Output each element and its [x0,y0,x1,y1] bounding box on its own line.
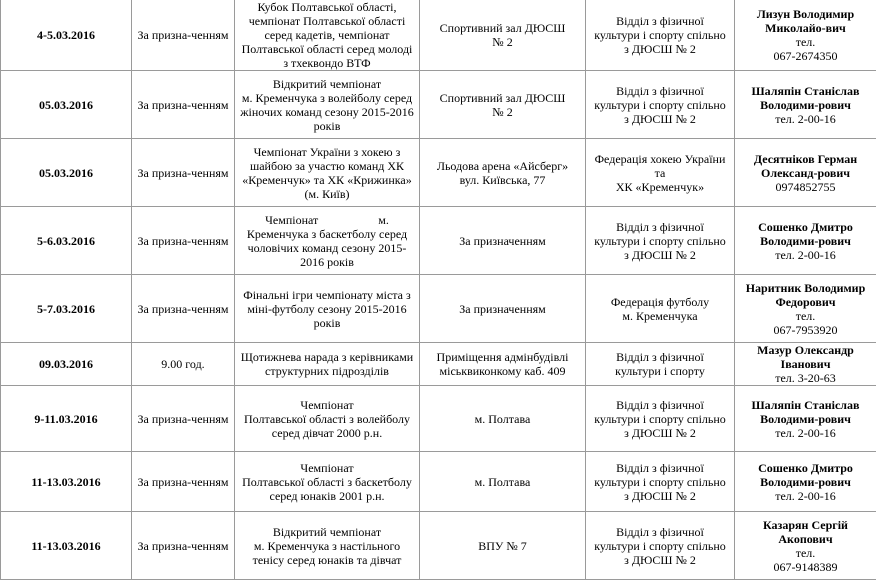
event-date: 11-13.03.2016 [31,538,101,553]
event-responsible-cell [735,139,876,207]
event-time: За призна-ченням [137,165,229,180]
event-title-line: 2016 років [300,254,354,269]
event-title-line: жіночих команд сезону 2015-2016 [240,104,414,119]
event-date-cell [1,71,132,139]
event-place-line: За призначенням [459,233,546,248]
responsible-name: Володими-рович [760,411,851,426]
event-organizer-line: з ДЮСШ № 2 [624,247,696,262]
event-place-line: м. Полтава [474,474,531,489]
event-time-cell [132,71,235,139]
responsible-name: Володими-рович [760,97,851,112]
event-time: За призна-ченням [137,301,229,316]
event-responsible-cell [735,71,876,139]
event-time: За призна-ченням [137,28,229,42]
event-date-cell [1,139,132,207]
responsible-name: Іванович [780,357,831,371]
event-responsible-cell [735,452,876,512]
event-date-cell [1,275,132,343]
event-time-cell [132,512,235,580]
event-organizer-line: Відділ з фізичної [616,524,704,539]
responsible-name: Казарян Сергій [763,517,848,532]
event-place-cell [420,71,586,139]
event-date-cell [1,0,132,71]
event-time-cell [132,343,235,386]
event-organizer-cell [586,139,735,207]
event-place-cell [420,0,586,71]
responsible-name: Миколайо-вич [765,21,846,35]
responsible-phone: тел. [795,35,816,49]
event-time-cell [132,452,235,512]
event-organizer-line: Відділ з фізичної [616,14,704,28]
event-time: За призна-ченням [137,233,229,248]
event-title-line: Полтавської області з баскетболу [242,474,412,489]
event-date-cell [1,343,132,386]
responsible-name: Сошенко Дмитро [758,460,853,475]
event-time: За призна-ченням [137,97,229,112]
event-title-cell [235,343,420,386]
event-organizer-cell [586,343,735,386]
event-title-line: серед дівчат 2000 р.н. [271,425,383,440]
event-organizer-line: з ДЮСШ № 2 [624,425,696,440]
event-organizer-cell [586,207,735,275]
responsible-name: Шаляпін Станіслав [751,397,860,412]
event-time-cell [132,207,235,275]
event-organizer-line: культури і спорту спільно [594,474,726,489]
event-title-line: чоловічих команд сезону 2015- [247,240,407,255]
event-organizer-line: Відділ з фізичної [616,350,704,364]
event-title-line: Чемпіонат [300,397,354,412]
responsible-name: Сошенко Дмитро [758,219,853,234]
responsible-phone: 0974852755 [775,179,836,194]
responsible-phone: тел. 3-20-63 [775,371,836,385]
event-organizer-line: з ДЮСШ № 2 [624,488,696,503]
responsible-name: Десятніков Герман [753,151,858,166]
event-title-line: Відкритий чемпіонат [272,524,382,539]
event-date-cell [1,512,132,580]
event-title-cell [235,71,420,139]
event-date: 05.03.2016 [39,165,93,180]
event-time: За призна-ченням [137,411,229,426]
event-date: 4-5.03.2016 [37,28,95,42]
event-place-cell [420,343,586,386]
responsible-name: Володими-рович [760,233,851,248]
event-place-line: вул. Київська, 77 [459,172,546,187]
event-date: 9-11.03.2016 [34,411,98,426]
event-organizer-line: культури і спорту спільно [594,97,726,112]
event-title-line: з тхеквондо ВТФ [283,56,371,70]
responsible-phone: тел. 2-00-16 [775,425,836,440]
event-time-cell [132,139,235,207]
responsible-phone: тел. 2-00-16 [775,247,836,262]
event-title-cell [235,386,420,452]
table-row [1,343,876,386]
event-date-cell [1,386,132,452]
event-title-line: структурних підрозділів [265,364,389,378]
event-organizer-line: Відділ з фізичної [616,397,704,412]
event-title-line: Відкритий чемпіонат [272,76,382,91]
responsible-name: Шаляпін Станіслав [751,83,860,98]
event-title-cell [235,275,420,343]
event-title-line: м. Кременчука з волейболу серед [241,90,413,105]
event-organizer-line: м. Кременчука [622,308,698,323]
event-title-line: Фінальні ігри чемпіонату міста з [243,287,411,302]
responsible-name: Олександ-рович [761,165,850,180]
event-title-line: Чемпіонат [300,460,354,475]
event-responsible-cell [735,386,876,452]
responsible-phone: тел. [795,545,816,560]
event-time-cell [132,386,235,452]
responsible-name: Наритник Володимир [745,280,866,295]
event-title-line: «Кременчук» та ХК «Крижинка» [242,172,412,187]
responsible-phone: 067-2674350 [773,49,838,63]
event-time-cell [132,275,235,343]
event-organizer-line: з ДЮСШ № 2 [624,552,696,567]
event-time: 9.00 год. [161,357,205,371]
event-organizer-line: культури і спорту [615,364,705,378]
event-organizer-line: культури і спорту спільно [594,411,726,426]
event-date-cell [1,452,132,512]
event-title-cell [235,512,420,580]
event-title-line: Чемпіонат м. [265,212,389,227]
event-organizer-line: Відділ з фізичної [616,219,704,234]
responsible-name: Володими-рович [760,474,851,489]
responsible-phone: тел. 2-00-16 [775,488,836,503]
event-title-line: Кременчука з баскетболу серед [246,226,408,241]
table-row [1,452,876,512]
event-organizer-cell [586,452,735,512]
event-time: За призна-ченням [137,538,229,553]
responsible-name: Акопович [778,531,833,546]
table-row [1,512,876,580]
event-title-line: шайбою за участю команд ХК [249,158,405,173]
event-organizer-line: з ДЮСШ № 2 [624,42,696,56]
event-title-line: Полтавської області з волейболу [243,411,411,426]
event-title-line: м. Кременчука з настільного [253,538,401,553]
event-place-line: За призначенням [459,301,546,316]
event-organizer-line: Відділ з фізичної [616,83,704,98]
events-table-body [1,0,876,580]
event-place-line: Спортивний зал ДЮСШ [439,90,566,105]
table-row [1,207,876,275]
event-place-cell [420,386,586,452]
event-place-cell [420,207,586,275]
event-date: 09.03.2016 [39,357,93,371]
responsible-phone: тел. [795,308,816,323]
event-responsible-cell [735,343,876,386]
table-row [1,386,876,452]
event-title-line: чемпіонат Полтавської області [248,14,406,28]
event-organizer-cell [586,0,735,71]
event-organizer-line: культури і спорту спільно [594,28,726,42]
event-title-line: (м. Київ) [304,186,350,201]
event-date: 11-13.03.2016 [31,474,101,489]
event-place-line: м. Полтава [474,411,531,426]
event-organizer-line: Федерація хокею України [594,151,726,166]
event-title-cell [235,207,420,275]
table-row [1,0,876,71]
event-organizer-cell [586,386,735,452]
event-title-line: років [313,118,341,133]
event-time: За призна-ченням [137,474,229,489]
event-place-line: ВПУ № 7 [478,538,527,553]
event-place-line: міськвиконкому каб. 409 [439,364,566,378]
event-responsible-cell [735,0,876,71]
event-date: 5-7.03.2016 [37,301,95,316]
event-organizer-cell [586,275,735,343]
event-title-line: міні-футболу сезону 2015-2016 [247,301,407,316]
event-organizer-cell [586,512,735,580]
event-organizer-line: Федерація футболу [610,294,710,309]
event-place-cell [420,452,586,512]
event-organizer-line: з ДЮСШ № 2 [624,111,696,126]
event-title-cell [235,452,420,512]
event-title-line: Щотижнева нарада з керівниками [240,350,414,364]
event-title-cell [235,0,420,71]
event-title-line: Чемпіонат України з хокею з [253,144,401,159]
event-responsible-cell [735,512,876,580]
event-place-line: № 2 [492,35,513,49]
event-place-line: № 2 [492,104,513,119]
event-title-line: років [313,315,341,330]
event-organizer-line: культури і спорту спільно [594,538,726,553]
event-organizer-line: культури і спорту спільно [594,233,726,248]
event-responsible-cell [735,207,876,275]
event-organizer-line: та [654,165,666,180]
event-place-cell [420,275,586,343]
event-organizer-cell [586,71,735,139]
event-date: 5-6.03.2016 [37,233,95,248]
event-title-line: тенісу серед юнаків та дівчат [252,552,402,567]
event-title-cell [235,139,420,207]
event-place-line: Спортивний зал ДЮСШ [439,21,566,35]
event-title-line: серед кадетів, чемпіонат [264,28,390,42]
event-organizer-line: Відділ з фізичної [616,460,704,475]
event-place-line: Приміщення адмінбудівлі [436,350,569,364]
event-place-cell [420,139,586,207]
event-time-cell [132,0,235,71]
responsible-phone: 067-7953920 [773,322,838,337]
event-responsible-cell [735,275,876,343]
event-title-line: серед юнаків 2001 р.н. [269,488,385,503]
table-row [1,139,876,207]
responsible-phone: тел. 2-00-16 [775,111,836,126]
event-place-line: Льодова арена «Айсберг» [436,158,569,173]
event-date-cell [1,207,132,275]
event-date: 05.03.2016 [39,97,93,112]
event-organizer-line: ХК «Кременчук» [615,179,705,194]
event-place-cell [420,512,586,580]
responsible-name: Федорович [775,294,836,309]
responsible-phone: 067-9148389 [773,559,838,574]
responsible-name: Лизун Володимир [756,7,855,21]
event-title-line: Полтавської області серед молоді [241,42,413,56]
responsible-name: Мазур Олександр [757,343,854,357]
event-title-line: Кубок Полтавської області, [257,0,397,14]
table-row [1,275,876,343]
table-row [1,71,876,139]
